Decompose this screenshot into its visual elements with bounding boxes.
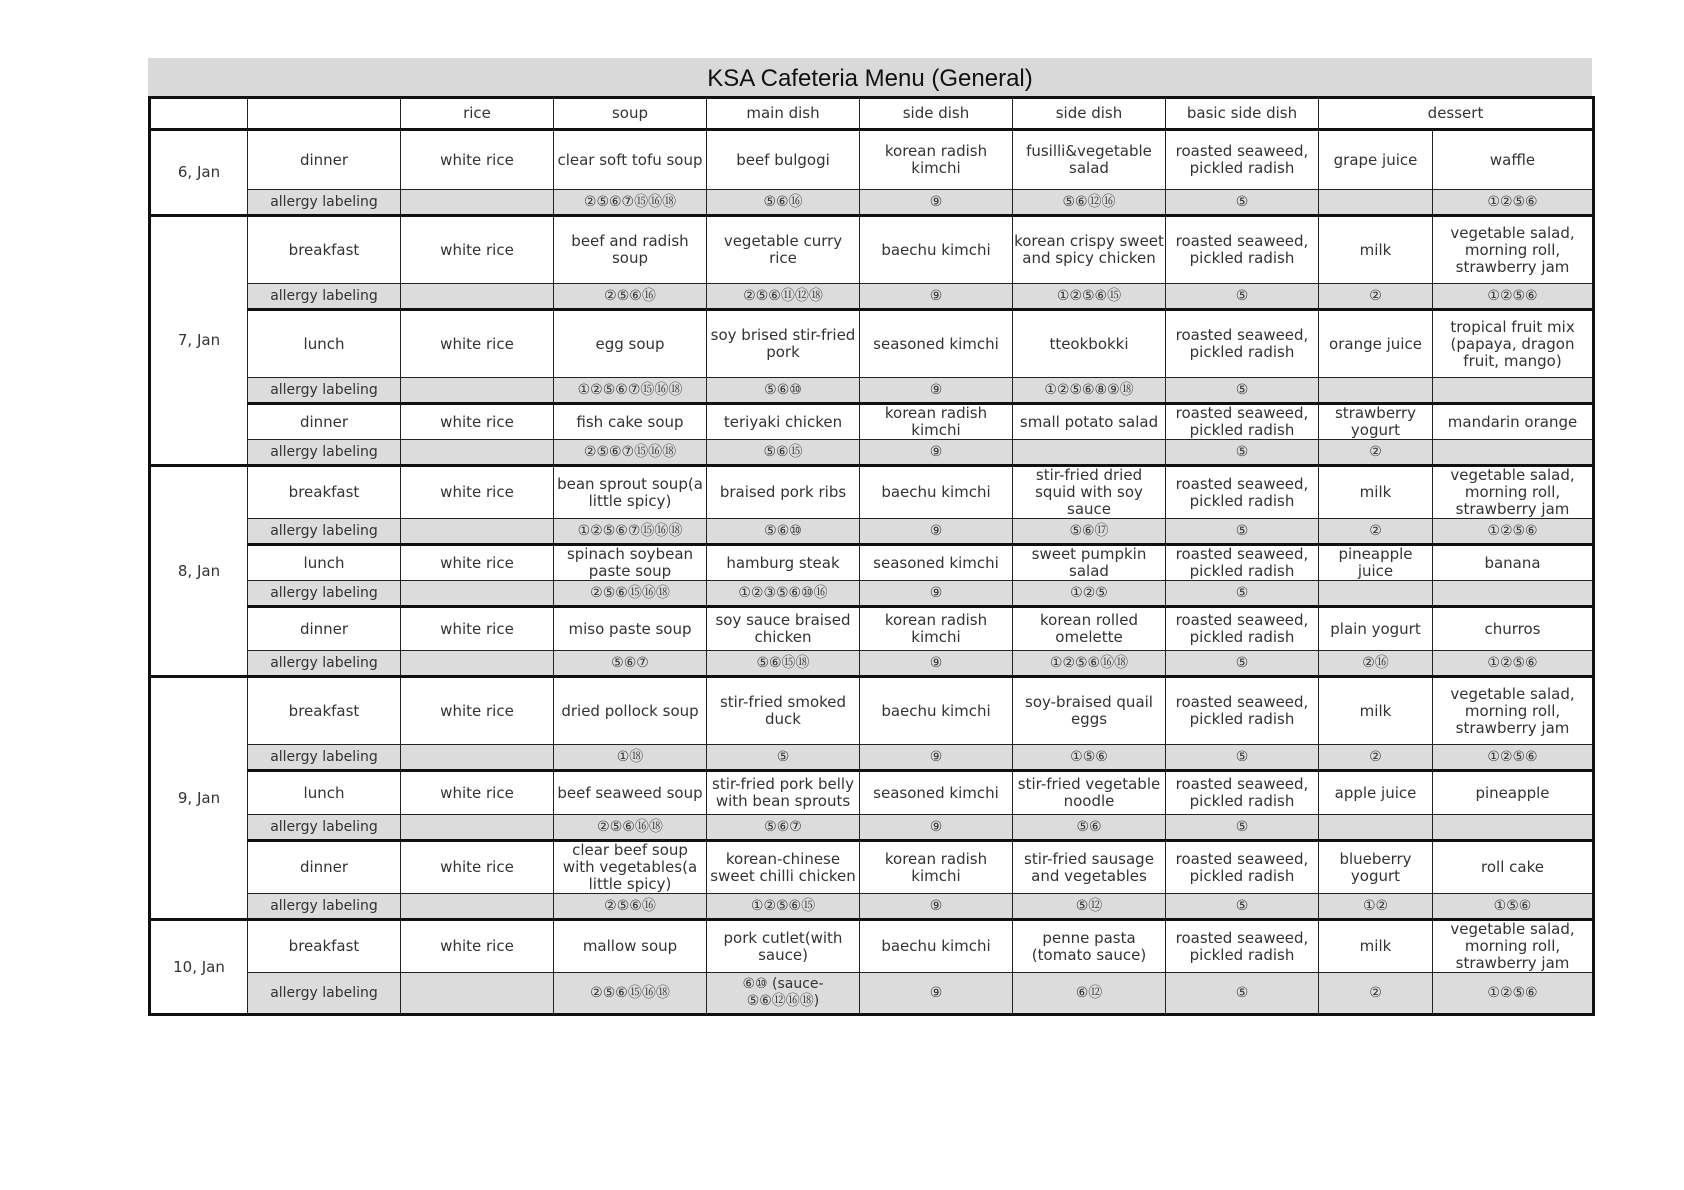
- menu-item-basic-side-dish: roasted seaweed, pickled radish: [1166, 310, 1319, 378]
- menu-item-dessert-2: vegetable salad, morning roll, strawberry jam: [1433, 677, 1594, 745]
- menu-item-side-dish-1: baechu kimchi: [860, 466, 1013, 519]
- menu-item-dessert-2: banana: [1433, 545, 1594, 581]
- menu-item-rice: white rice: [401, 841, 554, 894]
- menu-item-side-dish-2: stir-fried sausage and vegetables: [1013, 841, 1166, 894]
- menu-item-basic-side-dish: roasted seaweed, pickled radish: [1166, 216, 1319, 284]
- allergy-code-soup: ①②⑤⑥⑦⑮⑯⑱: [554, 378, 707, 404]
- allergy-code-basic-side-dish: ⑤: [1166, 815, 1319, 841]
- allergy-code-side-dish-2: ⑥⑫: [1013, 973, 1166, 1015]
- allergy-code-soup: ②⑤⑥⑯: [554, 284, 707, 310]
- allergy-code-dessert-1: [1319, 581, 1433, 607]
- allergy-code-basic-side-dish: ⑤: [1166, 284, 1319, 310]
- allergy-row: [150, 284, 1594, 310]
- meal-row: [150, 920, 1594, 973]
- menu-item-main-dish: beef bulgogi: [707, 130, 860, 190]
- meal-row: [150, 310, 1594, 378]
- allergy-code-dessert-1: [1319, 815, 1433, 841]
- menu-item-side-dish-2: korean crispy sweet and spicy chicken: [1013, 216, 1166, 284]
- menu-item-dessert-1: milk: [1319, 920, 1433, 973]
- allergy-code-dessert-1: ②⑯: [1319, 651, 1433, 677]
- menu-item-basic-side-dish: roasted seaweed, pickled radish: [1166, 404, 1319, 440]
- menu-item-dessert-1: apple juice: [1319, 771, 1433, 815]
- meal-row: [150, 841, 1594, 894]
- allergy-code-rice: [401, 815, 554, 841]
- menu-item-side-dish-2: sweet pumpkin salad: [1013, 545, 1166, 581]
- menu-item-dessert-1: milk: [1319, 216, 1433, 284]
- meal-row: [150, 677, 1594, 745]
- allergy-code-soup: ②⑤⑥⑯: [554, 894, 707, 920]
- menu-item-rice: white rice: [401, 310, 554, 378]
- header-cell-soup: soup: [554, 98, 707, 130]
- meal-name-cell: breakfast: [248, 920, 401, 973]
- allergy-label-cell: allergy labeling: [248, 190, 401, 216]
- allergy-code-side-dish-1: ⑨: [860, 581, 1013, 607]
- header-cell-main-dish: main dish: [707, 98, 860, 130]
- allergy-code-side-dish-1: ⑨: [860, 973, 1013, 1015]
- allergy-label-cell: allergy labeling: [248, 519, 401, 545]
- menu-item-side-dish-2: tteokbokki: [1013, 310, 1166, 378]
- meal-name-cell: dinner: [248, 607, 401, 651]
- allergy-code-basic-side-dish: ⑤: [1166, 973, 1319, 1015]
- allergy-code-dessert-1: ②: [1319, 440, 1433, 466]
- menu-item-dessert-2: tropical fruit mix (papaya, dragon fruit, mango): [1433, 310, 1594, 378]
- allergy-code-soup: ②⑤⑥⑮⑯⑱: [554, 581, 707, 607]
- menu-table: [148, 96, 1595, 1016]
- allergy-code-soup: ②⑤⑥⑦⑮⑯⑱: [554, 440, 707, 466]
- menu-item-side-dish-1: seasoned kimchi: [860, 771, 1013, 815]
- allergy-row: [150, 651, 1594, 677]
- menu-item-dessert-2: roll cake: [1433, 841, 1594, 894]
- allergy-code-side-dish-2: [1013, 440, 1166, 466]
- menu-item-soup: bean sprout soup(a little spicy): [554, 466, 707, 519]
- menu-item-soup: mallow soup: [554, 920, 707, 973]
- menu-item-main-dish: stir-fried smoked duck: [707, 677, 860, 745]
- allergy-row: [150, 581, 1594, 607]
- allergy-code-rice: [401, 284, 554, 310]
- allergy-label-cell: allergy labeling: [248, 581, 401, 607]
- allergy-code-dessert-2: [1433, 581, 1594, 607]
- menu-item-dessert-1: orange juice: [1319, 310, 1433, 378]
- menu-item-rice: white rice: [401, 216, 554, 284]
- allergy-code-soup: ②⑤⑥⑦⑮⑯⑱: [554, 190, 707, 216]
- allergy-row: [150, 745, 1594, 771]
- allergy-code-rice: [401, 973, 554, 1015]
- allergy-label-cell: allergy labeling: [248, 378, 401, 404]
- allergy-code-soup: ①⑱: [554, 745, 707, 771]
- allergy-label-cell: allergy labeling: [248, 815, 401, 841]
- date-cell: 8, Jan: [150, 466, 248, 677]
- menu-item-main-dish: pork cutlet(with sauce): [707, 920, 860, 973]
- menu-item-side-dish-1: baechu kimchi: [860, 920, 1013, 973]
- menu-item-side-dish-2: small potato salad: [1013, 404, 1166, 440]
- header-cell-date: [150, 98, 248, 130]
- menu-item-dessert-2: mandarin orange: [1433, 404, 1594, 440]
- menu-item-dessert-2: churros: [1433, 607, 1594, 651]
- menu-item-main-dish: hamburg steak: [707, 545, 860, 581]
- menu-item-rice: white rice: [401, 466, 554, 519]
- menu-item-side-dish-2: fusilli&vegetable salad: [1013, 130, 1166, 190]
- meal-name-cell: lunch: [248, 310, 401, 378]
- menu-item-side-dish-1: baechu kimchi: [860, 216, 1013, 284]
- menu-item-main-dish: soy brised stir-fried pork: [707, 310, 860, 378]
- meal-name-cell: dinner: [248, 404, 401, 440]
- allergy-code-soup: ①②⑤⑥⑦⑮⑯⑱: [554, 519, 707, 545]
- menu-item-basic-side-dish: roasted seaweed, pickled radish: [1166, 545, 1319, 581]
- meal-name-cell: lunch: [248, 771, 401, 815]
- menu-item-rice: white rice: [401, 404, 554, 440]
- allergy-code-main-dish: ⑤: [707, 745, 860, 771]
- menu-item-basic-side-dish: roasted seaweed, pickled radish: [1166, 677, 1319, 745]
- allergy-code-main-dish: ⑤⑥⑩: [707, 378, 860, 404]
- allergy-code-side-dish-1: ⑨: [860, 440, 1013, 466]
- allergy-code-main-dish: ②⑤⑥⑪⑫⑱: [707, 284, 860, 310]
- allergy-code-dessert-2: ①②⑤⑥: [1433, 973, 1594, 1015]
- allergy-code-side-dish-2: ①⑤⑥: [1013, 745, 1166, 771]
- menu-item-rice: white rice: [401, 607, 554, 651]
- menu-item-dessert-1: plain yogurt: [1319, 607, 1433, 651]
- menu-item-dessert-2: vegetable salad, morning roll, strawberry jam: [1433, 466, 1594, 519]
- header-row: [150, 98, 1594, 130]
- allergy-code-dessert-1: [1319, 190, 1433, 216]
- meal-row: [150, 607, 1594, 651]
- meal-row: [150, 216, 1594, 284]
- allergy-code-dessert-2: ①②⑤⑥: [1433, 651, 1594, 677]
- menu-table-body: [150, 98, 1594, 1015]
- allergy-label-cell: allergy labeling: [248, 894, 401, 920]
- menu-item-main-dish: teriyaki chicken: [707, 404, 860, 440]
- allergy-code-side-dish-1: ⑨: [860, 284, 1013, 310]
- allergy-code-rice: [401, 894, 554, 920]
- allergy-code-side-dish-2: ①②⑤⑥⑮: [1013, 284, 1166, 310]
- allergy-code-dessert-2: [1433, 815, 1594, 841]
- menu-item-rice: white rice: [401, 677, 554, 745]
- menu-item-dessert-1: blueberry yogurt: [1319, 841, 1433, 894]
- allergy-row: [150, 440, 1594, 466]
- menu-item-dessert-1: strawberry yogurt: [1319, 404, 1433, 440]
- allergy-code-dessert-2: ①⑤⑥: [1433, 894, 1594, 920]
- menu-item-dessert-2: vegetable salad, morning roll, strawberry jam: [1433, 216, 1594, 284]
- menu-item-side-dish-2: soy-braised quail eggs: [1013, 677, 1166, 745]
- date-cell: 10, Jan: [150, 920, 248, 1015]
- meal-name-cell: dinner: [248, 841, 401, 894]
- menu-item-side-dish-1: korean radish kimchi: [860, 841, 1013, 894]
- allergy-label-cell: allergy labeling: [248, 973, 401, 1015]
- menu-item-main-dish: soy sauce braised chicken: [707, 607, 860, 651]
- allergy-code-side-dish-1: ⑨: [860, 190, 1013, 216]
- date-cell: 7, Jan: [150, 216, 248, 466]
- allergy-code-rice: [401, 378, 554, 404]
- allergy-code-dessert-1: ②: [1319, 973, 1433, 1015]
- menu-item-dessert-2: pineapple: [1433, 771, 1594, 815]
- allergy-code-rice: [401, 581, 554, 607]
- menu-item-soup: egg soup: [554, 310, 707, 378]
- menu-item-side-dish-2: penne pasta (tomato sauce): [1013, 920, 1166, 973]
- allergy-code-soup: ②⑤⑥⑮⑯⑱: [554, 973, 707, 1015]
- menu-item-side-dish-1: seasoned kimchi: [860, 310, 1013, 378]
- header-cell-meal: [248, 98, 401, 130]
- meal-name-cell: breakfast: [248, 466, 401, 519]
- allergy-code-basic-side-dish: ⑤: [1166, 581, 1319, 607]
- allergy-code-dessert-2: [1433, 378, 1594, 404]
- menu-item-basic-side-dish: roasted seaweed, pickled radish: [1166, 466, 1319, 519]
- allergy-code-basic-side-dish: ⑤: [1166, 378, 1319, 404]
- menu-item-basic-side-dish: roasted seaweed, pickled radish: [1166, 920, 1319, 973]
- allergy-code-side-dish-2: ⑤⑥⑰: [1013, 519, 1166, 545]
- allergy-row: [150, 894, 1594, 920]
- allergy-code-main-dish: ⑤⑥⑮⑱: [707, 651, 860, 677]
- allergy-row: [150, 973, 1594, 1015]
- meal-row: [150, 130, 1594, 190]
- allergy-code-soup: ⑤⑥⑦: [554, 651, 707, 677]
- allergy-code-basic-side-dish: ⑤: [1166, 745, 1319, 771]
- allergy-row: [150, 519, 1594, 545]
- allergy-code-basic-side-dish: ⑤: [1166, 190, 1319, 216]
- menu-item-basic-side-dish: roasted seaweed, pickled radish: [1166, 130, 1319, 190]
- menu-item-soup: clear beef soup with vegetables(a little spicy): [554, 841, 707, 894]
- header-cell-basic-side-dish: basic side dish: [1166, 98, 1319, 130]
- allergy-code-side-dish-2: ①②⑤: [1013, 581, 1166, 607]
- menu-item-soup: fish cake soup: [554, 404, 707, 440]
- allergy-code-basic-side-dish: ⑤: [1166, 440, 1319, 466]
- allergy-code-main-dish: ⑤⑥⑯: [707, 190, 860, 216]
- menu-item-side-dish-1: baechu kimchi: [860, 677, 1013, 745]
- allergy-code-side-dish-1: ⑨: [860, 651, 1013, 677]
- allergy-code-side-dish-1: ⑨: [860, 519, 1013, 545]
- menu-item-soup: spinach soybean paste soup: [554, 545, 707, 581]
- menu-item-side-dish-2: stir-fried vegetable noodle: [1013, 771, 1166, 815]
- allergy-code-side-dish-1: ⑨: [860, 894, 1013, 920]
- menu-item-side-dish-1: seasoned kimchi: [860, 545, 1013, 581]
- menu-item-soup: dried pollock soup: [554, 677, 707, 745]
- menu-item-dessert-2: waffle: [1433, 130, 1594, 190]
- meal-row: [150, 466, 1594, 519]
- allergy-code-side-dish-2: ①②⑤⑥⑧⑨⑱: [1013, 378, 1166, 404]
- allergy-code-rice: [401, 190, 554, 216]
- allergy-code-dessert-2: ①②⑤⑥: [1433, 745, 1594, 771]
- menu-item-basic-side-dish: roasted seaweed, pickled radish: [1166, 607, 1319, 651]
- allergy-code-dessert-1: [1319, 378, 1433, 404]
- allergy-code-main-dish: ①②⑤⑥⑮: [707, 894, 860, 920]
- allergy-code-side-dish-1: ⑨: [860, 815, 1013, 841]
- allergy-code-dessert-1: ②: [1319, 745, 1433, 771]
- allergy-label-cell: allergy labeling: [248, 440, 401, 466]
- menu-item-rice: white rice: [401, 545, 554, 581]
- menu-item-rice: white rice: [401, 771, 554, 815]
- meal-name-cell: dinner: [248, 130, 401, 190]
- menu-item-soup: beef and radish soup: [554, 216, 707, 284]
- allergy-code-rice: [401, 651, 554, 677]
- menu-item-side-dish-1: korean radish kimchi: [860, 607, 1013, 651]
- allergy-row: [150, 815, 1594, 841]
- allergy-code-side-dish-2: ⑤⑫: [1013, 894, 1166, 920]
- allergy-code-main-dish: ⑤⑥⑦: [707, 815, 860, 841]
- menu-item-soup: clear soft tofu soup: [554, 130, 707, 190]
- allergy-code-dessert-2: ①②⑤⑥: [1433, 190, 1594, 216]
- menu-item-side-dish-2: korean rolled omelette: [1013, 607, 1166, 651]
- menu-item-rice: white rice: [401, 130, 554, 190]
- allergy-code-side-dish-2: ⑤⑥⑫⑯: [1013, 190, 1166, 216]
- menu-item-main-dish: stir-fried pork belly with bean sprouts: [707, 771, 860, 815]
- menu-item-main-dish: vegetable curry rice: [707, 216, 860, 284]
- allergy-code-basic-side-dish: ⑤: [1166, 651, 1319, 677]
- allergy-label-cell: allergy labeling: [248, 651, 401, 677]
- allergy-code-side-dish-1: ⑨: [860, 378, 1013, 404]
- menu-sheet: [148, 58, 1592, 1016]
- allergy-code-dessert-1: ②: [1319, 519, 1433, 545]
- allergy-code-main-dish: ⑤⑥⑮: [707, 440, 860, 466]
- menu-item-dessert-1: grape juice: [1319, 130, 1433, 190]
- header-cell-rice: rice: [401, 98, 554, 130]
- allergy-code-side-dish-1: ⑨: [860, 745, 1013, 771]
- menu-item-soup: miso paste soup: [554, 607, 707, 651]
- menu-item-soup: beef seaweed soup: [554, 771, 707, 815]
- menu-item-dessert-1: milk: [1319, 466, 1433, 519]
- menu-item-basic-side-dish: roasted seaweed, pickled radish: [1166, 771, 1319, 815]
- meal-name-cell: breakfast: [248, 216, 401, 284]
- meal-row: [150, 545, 1594, 581]
- allergy-code-dessert-1: ①②: [1319, 894, 1433, 920]
- menu-item-dessert-2: vegetable salad, morning roll, strawberry jam: [1433, 920, 1594, 973]
- page-title: KSA Cafeteria Menu (General): [148, 58, 1592, 96]
- allergy-code-main-dish: ①②③⑤⑥⑩⑯: [707, 581, 860, 607]
- menu-item-side-dish-1: korean radish kimchi: [860, 130, 1013, 190]
- allergy-row: [150, 378, 1594, 404]
- allergy-code-side-dish-2: ⑤⑥: [1013, 815, 1166, 841]
- allergy-code-side-dish-2: ①②⑤⑥⑯⑱: [1013, 651, 1166, 677]
- menu-item-basic-side-dish: roasted seaweed, pickled radish: [1166, 841, 1319, 894]
- meal-name-cell: breakfast: [248, 677, 401, 745]
- menu-item-side-dish-1: korean radish kimchi: [860, 404, 1013, 440]
- allergy-row: [150, 190, 1594, 216]
- date-cell: 6, Jan: [150, 130, 248, 216]
- meal-row: [150, 771, 1594, 815]
- menu-item-main-dish: braised pork ribs: [707, 466, 860, 519]
- allergy-code-dessert-2: [1433, 440, 1594, 466]
- allergy-code-dessert-2: ①②⑤⑥: [1433, 284, 1594, 310]
- allergy-code-rice: [401, 745, 554, 771]
- allergy-code-main-dish: ⑤⑥⑩: [707, 519, 860, 545]
- allergy-label-cell: allergy labeling: [248, 745, 401, 771]
- menu-item-dessert-1: milk: [1319, 677, 1433, 745]
- allergy-code-basic-side-dish: ⑤: [1166, 894, 1319, 920]
- menu-item-dessert-1: pineapple juice: [1319, 545, 1433, 581]
- allergy-code-dessert-2: ①②⑤⑥: [1433, 519, 1594, 545]
- allergy-code-dessert-1: ②: [1319, 284, 1433, 310]
- allergy-code-basic-side-dish: ⑤: [1166, 519, 1319, 545]
- menu-item-side-dish-2: stir-fried dried squid with soy sauce: [1013, 466, 1166, 519]
- allergy-code-rice: [401, 440, 554, 466]
- header-cell-side-dish-2: side dish: [1013, 98, 1166, 130]
- meal-name-cell: lunch: [248, 545, 401, 581]
- allergy-label-cell: allergy labeling: [248, 284, 401, 310]
- menu-item-rice: white rice: [401, 920, 554, 973]
- date-cell: 9, Jan: [150, 677, 248, 920]
- meal-row: [150, 404, 1594, 440]
- header-cell-dessert: dessert: [1319, 98, 1594, 130]
- allergy-code-soup: ②⑤⑥⑯⑱: [554, 815, 707, 841]
- allergy-code-rice: [401, 519, 554, 545]
- menu-item-main-dish: korean-chinese sweet chilli chicken: [707, 841, 860, 894]
- allergy-code-main-dish: ⑥⑩ (sauce-⑤⑥⑫⑯⑱): [707, 973, 860, 1015]
- header-cell-side-dish-1: side dish: [860, 98, 1013, 130]
